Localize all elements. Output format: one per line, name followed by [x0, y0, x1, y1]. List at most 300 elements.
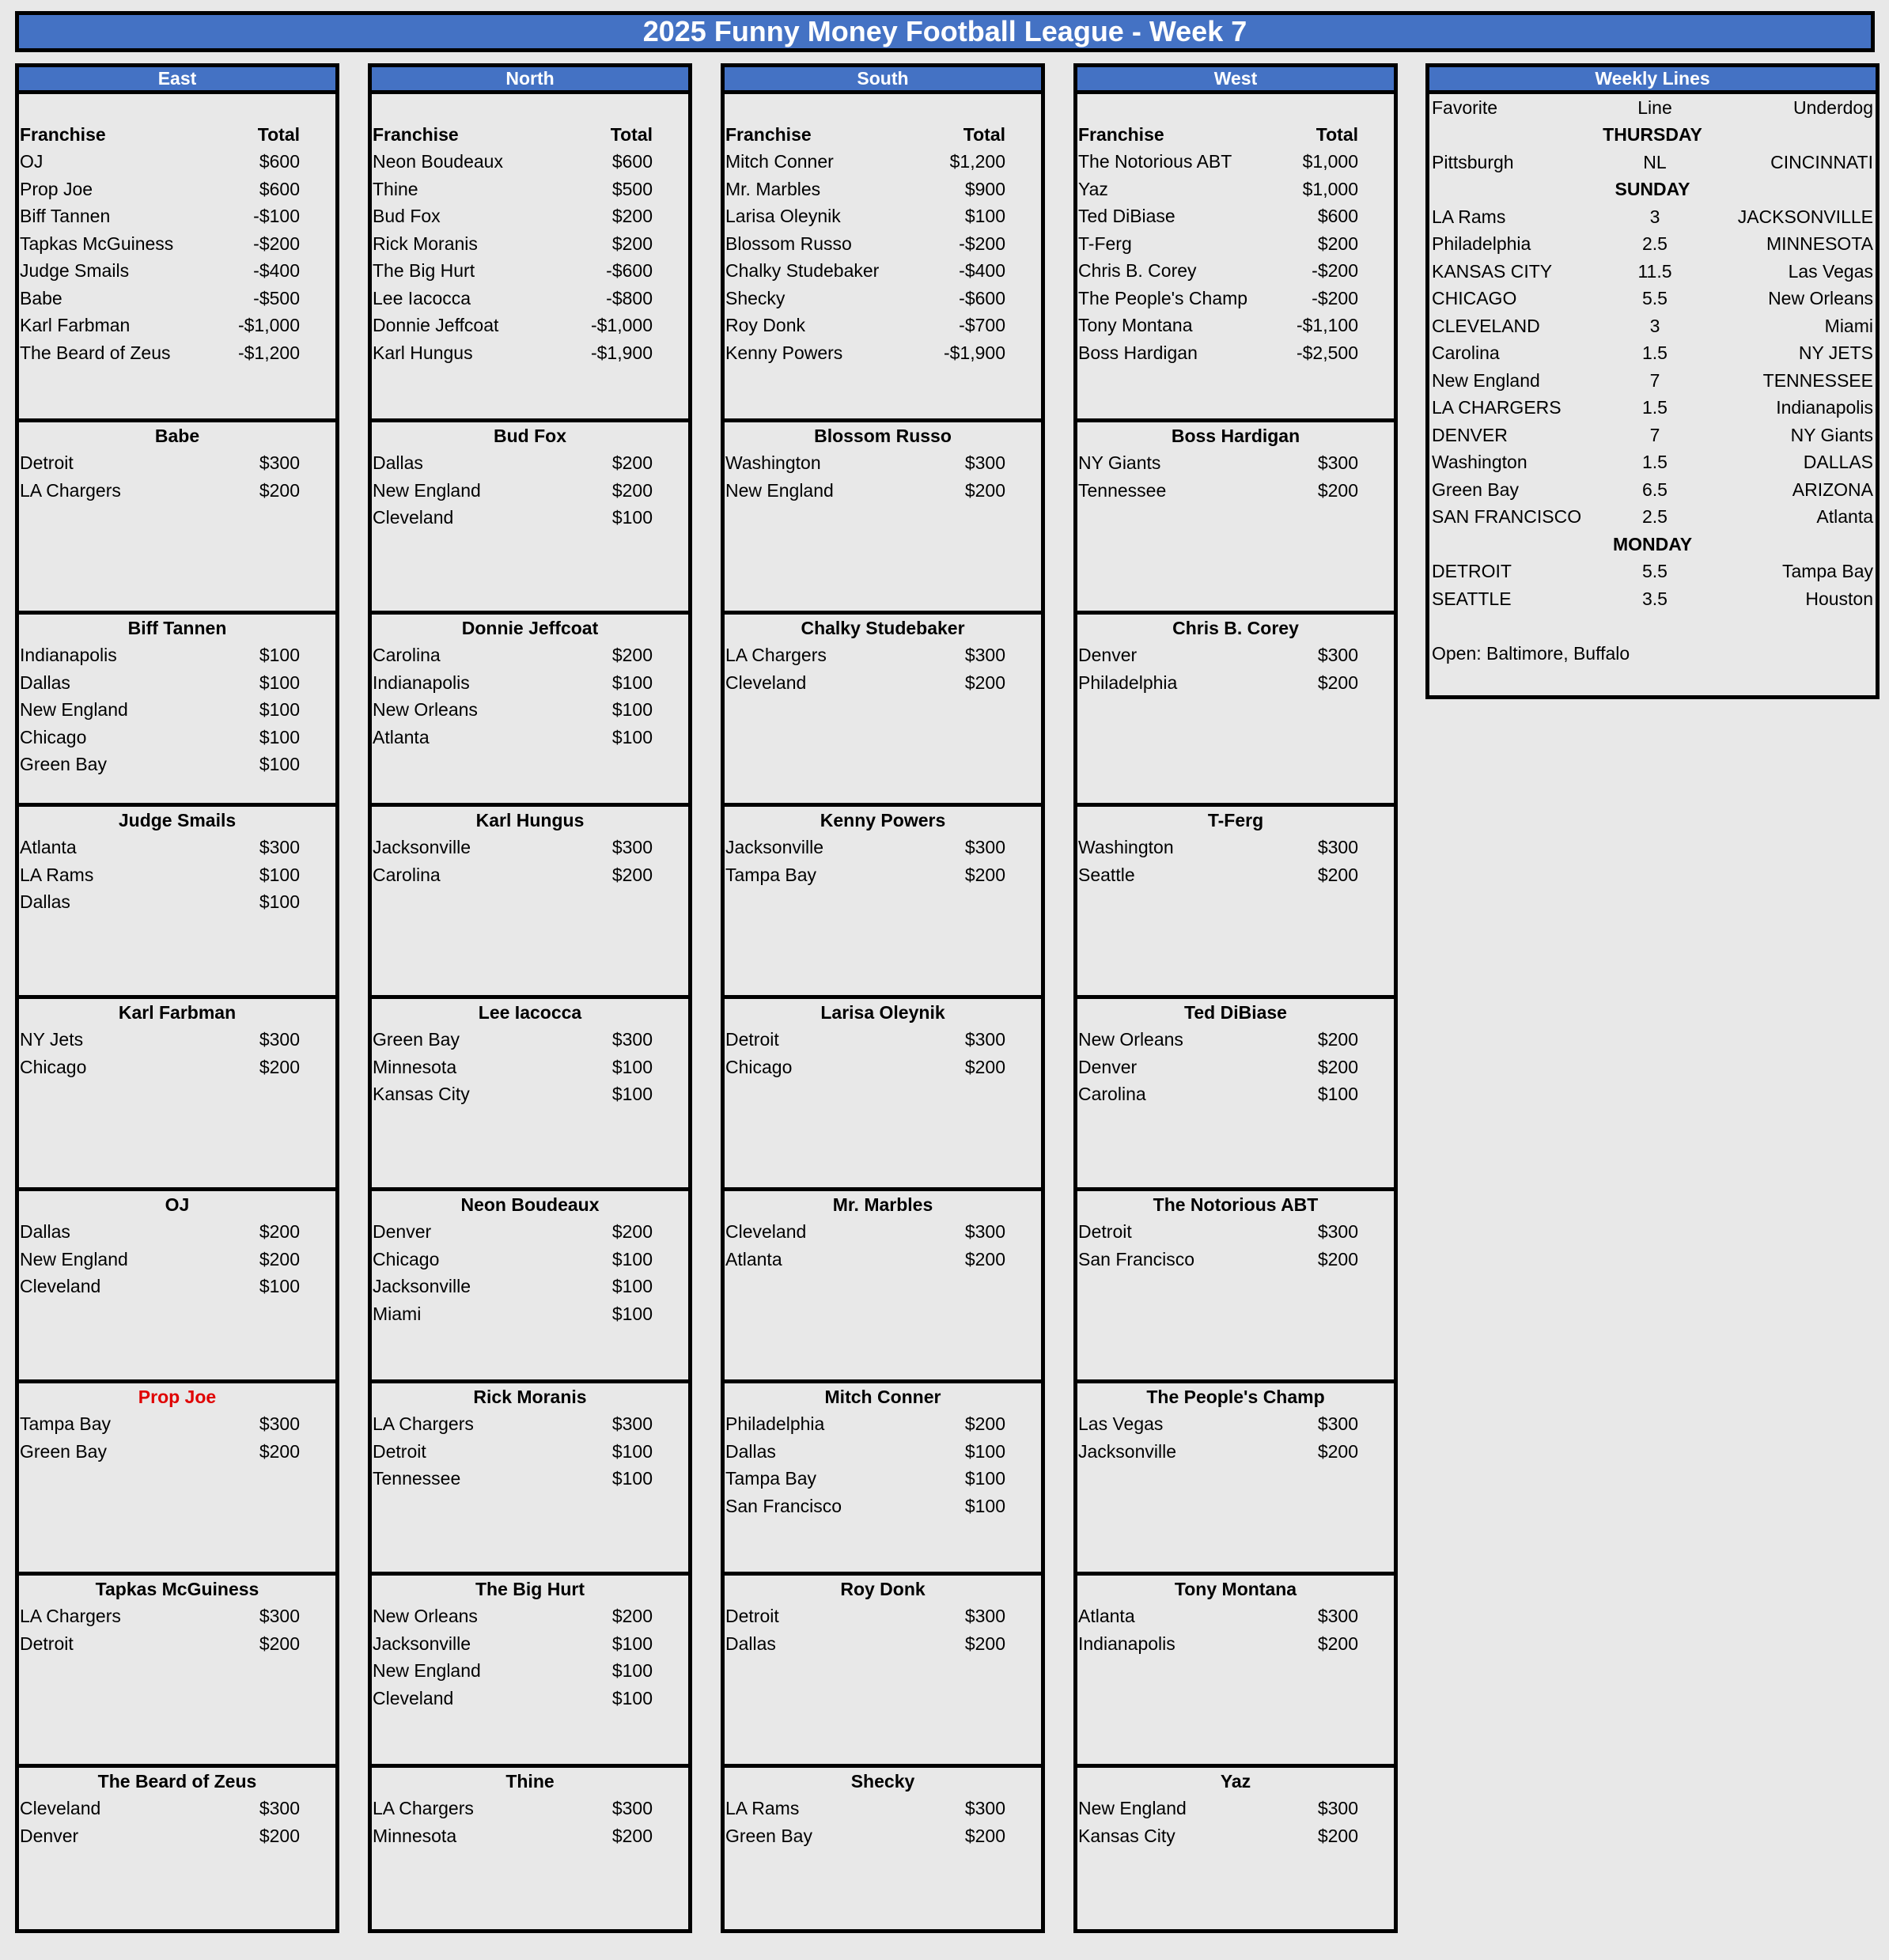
favorite-team: Pittsburgh	[1432, 151, 1514, 172]
pick-amount: $100	[611, 699, 653, 721]
pick-team: Indianapolis	[1078, 1633, 1175, 1654]
franchise-total: $600	[611, 151, 653, 172]
favorite-team: Green Bay	[1432, 479, 1519, 500]
pick-team: New England	[20, 1248, 128, 1269]
pick-amount: $300	[1317, 1221, 1358, 1243]
franchise-column-header: Franchise	[20, 123, 106, 145]
franchise-total: -$1,000	[237, 315, 300, 336]
pick-amount: $200	[259, 1056, 300, 1077]
pick-team: Carolina	[373, 645, 441, 666]
franchise-total: $1,000	[1302, 151, 1358, 172]
franchise-total: $900	[964, 178, 1005, 199]
spacer	[1429, 613, 1876, 641]
point-spread: 1.5	[1642, 342, 1668, 364]
pick-team: Philadelphia	[1078, 672, 1178, 693]
point-spread: 1.5	[1642, 452, 1668, 473]
pick-row	[372, 1027, 688, 1054]
pick-team: Cleveland	[725, 672, 807, 693]
game-line-row	[1429, 340, 1876, 368]
pick-team: New Orleans	[373, 699, 478, 721]
team-block	[372, 1383, 688, 1576]
pick-team: Detroit	[373, 1440, 426, 1462]
standings-row	[372, 285, 688, 312]
franchise-name: Biff Tannen	[20, 206, 111, 227]
team-block-title: Larisa Oleynik	[820, 1001, 945, 1023]
franchise-total: $1,200	[949, 151, 1005, 172]
pick-amount: $300	[1317, 645, 1358, 666]
pick-amount: $100	[611, 1303, 653, 1324]
franchise-name: Shecky	[725, 287, 786, 308]
pick-team: Green Bay	[725, 1825, 812, 1846]
pick-team: Dallas	[725, 1633, 776, 1654]
pick-amount: $100	[611, 507, 653, 528]
game-line-row	[1429, 395, 1876, 422]
pick-row	[19, 1054, 335, 1081]
pick-team: Dallas	[20, 672, 70, 693]
team-block	[1077, 1191, 1394, 1383]
pick-team: Detroit	[20, 1633, 74, 1654]
pick-team: Chicago	[373, 1248, 440, 1269]
pick-team: Atlanta	[1078, 1606, 1135, 1627]
franchise-total: $1,000	[1302, 178, 1358, 199]
franchise-total: $600	[259, 178, 300, 199]
pick-team: LA Chargers	[725, 645, 827, 666]
pick-team: New England	[725, 479, 834, 501]
pick-team: Carolina	[373, 864, 441, 885]
pick-team: Kansas City	[373, 1084, 470, 1105]
point-spread: 5.5	[1642, 561, 1668, 582]
pick-row	[19, 1273, 335, 1301]
pick-amount: $100	[964, 1495, 1005, 1516]
pick-team: Indianapolis	[20, 645, 117, 666]
standings-row	[19, 339, 335, 367]
total-column-header: Total	[963, 123, 1005, 145]
pick-amount: $200	[259, 479, 300, 501]
franchise-name: Mitch Conner	[725, 151, 834, 172]
team-block	[19, 999, 335, 1191]
pick-row	[372, 1273, 688, 1301]
pick-team: Cleveland	[20, 1798, 101, 1819]
team-block-title: Neon Boudeaux	[460, 1194, 600, 1215]
pick-row	[1077, 669, 1394, 697]
game-line-row	[1429, 367, 1876, 395]
game-day-heading: MONDAY	[1612, 533, 1693, 554]
franchise-total: -$1,900	[590, 342, 653, 363]
pick-amount: $300	[1317, 1798, 1358, 1819]
standings-table	[19, 94, 335, 422]
pick-amount: $300	[611, 1798, 653, 1819]
pick-amount: $200	[611, 1825, 653, 1846]
pick-team: Indianapolis	[373, 672, 470, 693]
franchise-total: $600	[1317, 206, 1358, 227]
underdog-team: DALLAS	[1803, 452, 1873, 473]
team-block	[725, 999, 1041, 1191]
pick-amount: $200	[1317, 1825, 1358, 1846]
weekly-lines-header: Weekly Lines	[1429, 67, 1876, 94]
team-block	[725, 1768, 1041, 1960]
pick-team: Jacksonville	[1078, 1440, 1176, 1462]
pick-row	[725, 1411, 1041, 1439]
pick-team: Minnesota	[373, 1825, 457, 1846]
pick-team: Jacksonville	[373, 1633, 471, 1654]
pick-team: Detroit	[1078, 1221, 1132, 1243]
pick-row	[1077, 834, 1394, 862]
team-block	[725, 1191, 1041, 1383]
point-spread: 6.5	[1642, 479, 1668, 500]
pick-amount: $100	[259, 726, 300, 747]
pick-amount: $200	[611, 645, 653, 666]
team-block-title: Tapkas McGuiness	[95, 1578, 259, 1599]
pick-team: New England	[20, 699, 128, 721]
favorite-team: Carolina	[1432, 342, 1500, 364]
pick-amount: $200	[611, 1606, 653, 1627]
pick-row	[19, 1411, 335, 1439]
team-block-title: Babe	[154, 425, 200, 446]
favorite-header: Favorite	[1432, 96, 1498, 118]
pick-row	[725, 1246, 1041, 1273]
pick-row	[19, 1246, 335, 1273]
game-line-row	[1429, 312, 1876, 340]
pick-amount: $100	[964, 1468, 1005, 1489]
point-spread: 1.5	[1642, 397, 1668, 418]
game-line-row	[1429, 422, 1876, 449]
team-block	[725, 1383, 1041, 1576]
team-block	[19, 1768, 335, 1960]
franchise-total: -$1,000	[590, 315, 653, 336]
pick-team: New England	[1078, 1798, 1187, 1819]
pick-amount: $300	[259, 1413, 300, 1435]
standings-row	[725, 203, 1041, 231]
pick-team: Dallas	[20, 891, 70, 913]
franchise-total: -$200	[253, 233, 300, 254]
team-block	[372, 999, 688, 1191]
pick-row	[372, 477, 688, 505]
franchise-name: OJ	[20, 151, 44, 172]
pick-row	[372, 669, 688, 697]
pick-amount: $100	[611, 1276, 653, 1297]
standings-row	[19, 176, 335, 203]
franchise-total: $200	[611, 233, 653, 254]
franchise-column-header: Franchise	[725, 123, 812, 145]
pick-amount: $100	[611, 726, 653, 747]
game-line-row	[1429, 558, 1876, 586]
team-block-title: Judge Smails	[118, 809, 237, 831]
pick-amount: $300	[611, 837, 653, 858]
pick-row	[1077, 1246, 1394, 1273]
pick-amount: $200	[1317, 672, 1358, 693]
pick-team: New Orleans	[373, 1606, 478, 1627]
franchise-total: $100	[964, 206, 1005, 227]
open-teams-note: Open: Baltimore, Buffalo	[1432, 642, 1630, 664]
team-block-title: Biff Tannen	[127, 617, 227, 638]
team-block-title: T-Ferg	[1207, 809, 1264, 831]
pick-row	[725, 1466, 1041, 1493]
pick-amount: $300	[964, 1606, 1005, 1627]
standings-row	[1077, 258, 1394, 286]
team-block	[372, 1191, 688, 1383]
team-block	[372, 1768, 688, 1960]
pick-team: LA Chargers	[20, 1606, 121, 1627]
pick-amount: $300	[611, 1029, 653, 1050]
standings-row	[19, 203, 335, 231]
favorite-team: Washington	[1432, 452, 1527, 473]
game-line-row	[1429, 286, 1876, 313]
pick-team: Las Vegas	[1078, 1413, 1164, 1435]
pick-team: Denver	[373, 1221, 432, 1243]
underdog-team: ARIZONA	[1792, 479, 1873, 500]
standings-header	[372, 121, 688, 149]
team-block	[19, 807, 335, 999]
pick-row	[725, 1795, 1041, 1823]
pick-row	[372, 1603, 688, 1631]
team-block	[372, 615, 688, 807]
pick-team: San Francisco	[725, 1495, 842, 1516]
underdog-team: TENNESSEE	[1762, 369, 1873, 391]
team-block	[19, 422, 335, 615]
team-block-title: Prop Joe	[138, 1386, 217, 1407]
pick-amount: $200	[964, 864, 1005, 885]
point-spread: 2.5	[1642, 233, 1668, 255]
team-block	[1077, 1383, 1394, 1576]
game-line-row	[1429, 504, 1876, 532]
franchise-total: -$600	[959, 287, 1005, 308]
pick-row	[372, 1630, 688, 1658]
pick-row	[19, 1027, 335, 1054]
franchise-name: Karl Farbman	[20, 315, 131, 336]
team-block-title: Blossom Russo	[814, 425, 952, 446]
pick-team: Kansas City	[1078, 1825, 1175, 1846]
standings-row	[372, 176, 688, 203]
underdog-team: NY JETS	[1798, 342, 1873, 364]
team-block-title: Thine	[505, 1770, 555, 1792]
pick-team: Cleveland	[20, 1276, 101, 1297]
pick-amount: $200	[964, 1248, 1005, 1269]
team-block-title: Ted DiBiase	[1184, 1001, 1287, 1023]
game-line-row	[1429, 585, 1876, 613]
standings-row	[372, 258, 688, 286]
standings-row	[372, 312, 688, 340]
team-block	[1077, 1576, 1394, 1768]
pick-amount: $100	[259, 645, 300, 666]
pick-amount: $300	[964, 1798, 1005, 1819]
pick-team: NY Giants	[1078, 452, 1161, 474]
pick-amount: $100	[259, 754, 300, 775]
franchise-total: -$1,900	[943, 342, 1005, 363]
team-block	[19, 1576, 335, 1768]
franchise-total: -$800	[606, 287, 653, 308]
pick-team: Carolina	[1078, 1084, 1146, 1105]
standings-row	[725, 312, 1041, 340]
underdog-team: New Orleans	[1768, 288, 1873, 309]
franchise-name: Roy Donk	[725, 315, 805, 336]
franchise-total: -$1,100	[1296, 315, 1358, 336]
standings-table	[1077, 94, 1394, 422]
pick-row	[1077, 1630, 1394, 1658]
franchise-name: Donnie Jeffcoat	[373, 315, 499, 336]
standings-row	[372, 339, 688, 367]
team-block	[19, 615, 335, 807]
pick-amount: $100	[259, 864, 300, 885]
pick-amount: $300	[1317, 452, 1358, 474]
pick-team: Dallas	[20, 1221, 70, 1243]
team-block-title: Karl Hungus	[475, 809, 585, 831]
franchise-total: -$700	[959, 315, 1005, 336]
favorite-team: CHICAGO	[1432, 288, 1517, 309]
pick-team: Detroit	[725, 1029, 779, 1050]
pick-team: Dallas	[725, 1440, 776, 1462]
pick-amount: $100	[611, 1084, 653, 1105]
franchise-name: T-Ferg	[1078, 233, 1132, 254]
division-south	[721, 63, 1045, 1933]
team-block-title: Bud Fox	[494, 425, 566, 446]
standings-row	[372, 230, 688, 258]
pick-team: Denver	[1078, 1056, 1138, 1077]
point-spread: NL	[1643, 151, 1667, 172]
pick-team: Philadelphia	[725, 1413, 825, 1435]
pick-row	[372, 1822, 688, 1850]
pick-amount: $100	[1317, 1084, 1358, 1105]
game-line-row	[1429, 476, 1876, 504]
franchise-name: Thine	[373, 178, 418, 199]
pick-row	[1077, 1822, 1394, 1850]
line-header: Line	[1637, 96, 1672, 118]
franchise-name: Tony Montana	[1078, 315, 1193, 336]
franchise-name: Neon Boudeaux	[373, 151, 503, 172]
standings-row	[1077, 176, 1394, 203]
pick-amount: $100	[259, 699, 300, 721]
pick-amount: $200	[611, 452, 653, 474]
pick-row	[19, 751, 335, 779]
franchise-name: Karl Hungus	[373, 342, 473, 363]
franchise-total: -$400	[959, 260, 1005, 282]
franchise-total: -$1,200	[237, 342, 300, 363]
pick-row	[19, 1603, 335, 1631]
franchise-name: Chalky Studebaker	[725, 260, 880, 282]
team-block	[19, 1191, 335, 1383]
standings-row	[1077, 339, 1394, 367]
franchise-name: Rick Moranis	[373, 233, 478, 254]
pick-team: Dallas	[373, 452, 423, 474]
team-block-title: Roy Donk	[840, 1578, 926, 1599]
team-block	[372, 422, 688, 615]
favorite-team: CLEVELAND	[1432, 315, 1540, 336]
franchise-total: -$400	[253, 260, 300, 282]
pick-team: Seattle	[1078, 864, 1135, 885]
page-title: 2025 Funny Money Football League - Week 7	[15, 11, 1875, 52]
franchise-total: -$2,500	[1296, 342, 1358, 363]
pick-amount: $300	[259, 1798, 300, 1819]
underdog-team: Atlanta	[1816, 506, 1873, 528]
pick-amount: $200	[611, 479, 653, 501]
game-line-row	[1429, 258, 1876, 286]
pick-team: Tampa Bay	[725, 1468, 817, 1489]
team-block	[1077, 422, 1394, 615]
underdog-team: NY Giants	[1790, 424, 1873, 445]
pick-row	[19, 1822, 335, 1850]
pick-team: Cleveland	[373, 507, 454, 528]
pick-amount: $200	[611, 1221, 653, 1243]
pick-team: Tampa Bay	[20, 1413, 112, 1435]
franchise-total: $200	[611, 206, 653, 227]
pick-amount: $100	[259, 1276, 300, 1297]
team-block-title: Mr. Marbles	[832, 1194, 933, 1215]
pick-amount: $300	[964, 837, 1005, 858]
team-block-title: Chris B. Corey	[1172, 617, 1299, 638]
pick-amount: $200	[259, 1221, 300, 1243]
point-spread: 3	[1649, 206, 1660, 227]
pick-amount: $100	[611, 1633, 653, 1654]
pick-row	[725, 1219, 1041, 1247]
pick-row	[725, 1027, 1041, 1054]
pick-amount: $200	[1317, 864, 1358, 885]
franchise-total: -$100	[253, 206, 300, 227]
pick-team: Atlanta	[20, 837, 77, 858]
pick-row	[725, 1603, 1041, 1631]
pick-amount: $200	[259, 1825, 300, 1846]
pick-amount: $300	[964, 645, 1005, 666]
pick-row	[725, 642, 1041, 670]
pick-row	[1077, 1438, 1394, 1466]
pick-team: Washington	[725, 452, 821, 474]
standings-row	[19, 285, 335, 312]
pick-amount: $200	[1317, 1029, 1358, 1050]
pick-team: Green Bay	[20, 1440, 107, 1462]
pick-row	[372, 1411, 688, 1439]
team-block	[1077, 999, 1394, 1191]
pick-amount: $300	[964, 1221, 1005, 1243]
team-block-title: Yaz	[1220, 1770, 1251, 1792]
pick-row	[1077, 1219, 1394, 1247]
pick-team: Jacksonville	[373, 1276, 471, 1297]
pick-team: Miami	[373, 1303, 422, 1324]
pick-team: Chicago	[725, 1056, 793, 1077]
franchise-name: Lee Iacocca	[373, 287, 471, 308]
team-block-title: Donnie Jeffcoat	[461, 617, 599, 638]
pick-row	[1077, 1411, 1394, 1439]
pick-team: Washington	[1078, 837, 1174, 858]
franchise-total: -$200	[1312, 260, 1358, 282]
pick-team: LA Chargers	[373, 1798, 474, 1819]
standings-row	[19, 312, 335, 340]
pick-amount: $100	[259, 672, 300, 693]
pick-team: LA Chargers	[20, 479, 121, 501]
standings-header	[1077, 121, 1394, 149]
pick-amount: $100	[611, 1440, 653, 1462]
point-spread: 7	[1649, 424, 1660, 445]
underdog-team: Tampa Bay	[1781, 561, 1873, 582]
pick-row	[725, 1054, 1041, 1081]
franchise-name: Chris B. Corey	[1078, 260, 1197, 282]
pick-amount: $200	[611, 864, 653, 885]
team-block-title: Lee Iacocca	[478, 1001, 582, 1023]
pick-row	[19, 1795, 335, 1823]
pick-team: Tampa Bay	[725, 864, 817, 885]
division-header: North	[372, 67, 688, 94]
standings-row	[725, 339, 1041, 367]
pick-row	[19, 669, 335, 697]
game-line-row	[1429, 149, 1876, 176]
pick-team: New England	[373, 479, 481, 501]
division-east	[15, 63, 339, 1933]
pick-team: San Francisco	[1078, 1248, 1195, 1269]
team-block-title: Mitch Conner	[824, 1386, 941, 1407]
underdog-team: MINNESOTA	[1766, 233, 1873, 255]
pick-row	[372, 1466, 688, 1493]
team-block-title: The Beard of Zeus	[97, 1770, 257, 1792]
franchise-name: Mr. Marbles	[725, 178, 821, 199]
standings-row	[725, 258, 1041, 286]
standings-row	[725, 230, 1041, 258]
